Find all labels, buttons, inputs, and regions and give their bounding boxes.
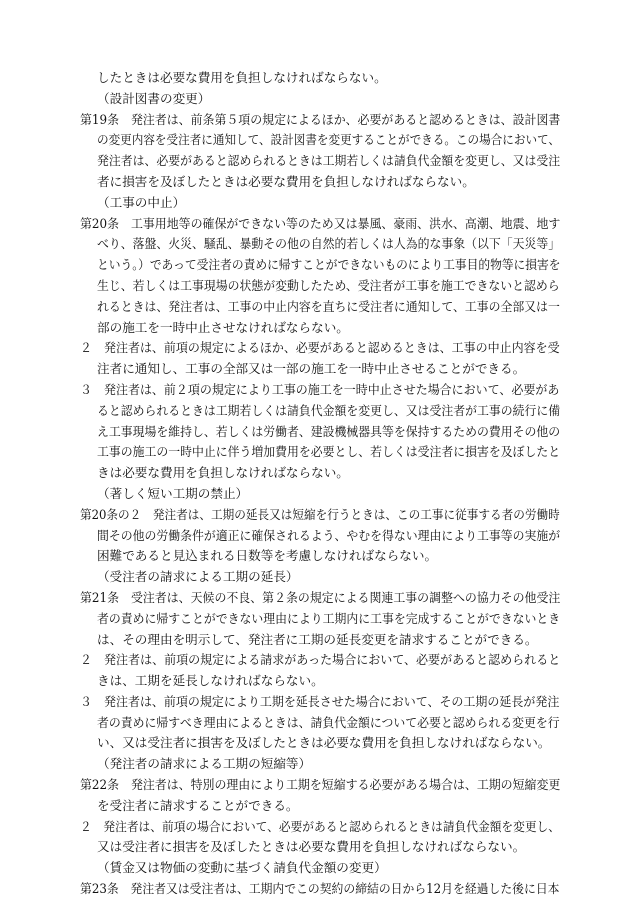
article-line: 第19条 発注者は、前条第５項の規定によるほか、必要があると認めるときは、設計図書 — [80, 111, 561, 127]
text-line: は、その理由を明示して、発注者に工期の延長変更を請求することができる。 — [97, 631, 538, 647]
text-line: 者に損害を及ぼしたときは必要な費用を負担しなければならない。 — [97, 174, 475, 189]
paragraph-line: ２ 発注者は、前項の規定によるほか、必要があると認めるときは、工事の中止内容を受 — [80, 340, 560, 356]
text-line: 工事の施工の一時中止に伴う増加費用を必要とし、若しくは受注者に損害を及ぼしたと — [97, 444, 561, 460]
article-line: 第22条 発注者は、特別の理由により工期を短縮する必要がある場合は、工期の短縮変更 — [80, 777, 561, 792]
text-line: 生じ、若しくは工事現場の状態が変動したため、受注者が工事を施工できないと認めら — [97, 277, 560, 293]
text-line: れるときは、発注者は、工事の中止内容を直ちに受注者に通知して、工事の全部又は一 — [97, 298, 560, 314]
text-line: 発注者は、必要があると認められるときは工期若しくは請負代金額を変更し、又は受注 — [97, 153, 561, 169]
text-line: 注者に通知し、工事の全部又は一部の施工を一時中止させることができる。 — [97, 361, 526, 377]
paragraph-line: ２ 発注者は、前項の規定による請求があった場合において、必要があると認められると — [80, 652, 561, 668]
article-line: 第23条 発注者又は受注者は、工期内でこの契約の締結の日から12月を経過した後に日本 — [80, 881, 560, 896]
text-line: という。）であって受注者の責めに帰すことができないものにより工事目的物等に損害を — [97, 257, 561, 273]
text-line: きは、工期を延長しなければならない。 — [97, 673, 324, 689]
paragraph-line: ３ 発注者は、前項の規定により工期を延長させた場合において、その工期の延長が発注 — [80, 693, 560, 709]
text-line: 間その他の労働条件が適正に確保されるよう、やむを得ない理由により工事等の実施が — [97, 527, 561, 543]
section-heading: （著しく短い工期の禁止） — [97, 485, 249, 501]
paragraph-line: ３ 発注者は、前２項の規定により工事の施工を一時中止させた場合において、必要があ — [80, 381, 560, 397]
article-line: 第21条 受注者は、天候の不良、第２条の規定による関連工事の調整への協力その他受注 — [80, 589, 561, 605]
section-heading: （設計図書の変更） — [97, 90, 211, 106]
text-line: 困難であると見込まれる日数等を考慮しなければならない。 — [97, 548, 438, 564]
text-line: 部の施工を一時中止させなければならない。 — [97, 319, 349, 335]
text-line: を受注者に請求することができる。 — [97, 797, 299, 813]
section-heading: （賃金又は物価の変動に基づく請負代金額の変更） — [97, 860, 387, 876]
text-line: したときは必要な費用を負担しなければならない。 — [97, 70, 387, 85]
text-line: べり、落盤、火災、騒乱、暴動その他の自然的若しくは人為的な事象（以下「天災等」 — [97, 236, 561, 252]
article-line: 第20条の２ 発注者は、工期の延長又は短縮を行うときは、この工事に従事する者の労働時 — [80, 506, 560, 522]
text-line: ると認められるときは工期若しくは請負代金額を変更し、又は受注者が工事の続行に備 — [97, 402, 561, 418]
article-line: 第20条 工事用地等の確保ができない等のため又は暴風、豪雨、洪水、高潮、地震、地す — [80, 215, 561, 231]
section-heading: （発注者の請求による工期の短縮等） — [97, 756, 312, 772]
text-line: 者の責めに帰すべき理由によるときは、請負代金額について必要と認められる変更を行 — [97, 714, 560, 730]
section-heading: （工事の中止） — [97, 194, 186, 210]
text-line: い、又は受注者に損害を及ぼしたときは必要な費用を負担しなければならない。 — [97, 735, 551, 751]
text-line: 又は受注者に損害を及ぼしたときは必要な費用を負担しなければならない。 — [97, 839, 526, 855]
text-line: 者の責めに帰すことができない理由により工期内に工事を完成することができないとき — [97, 610, 561, 626]
section-heading: （受注者の請求による工期の延長） — [97, 569, 299, 585]
text-line: きは必要な費用を負担しなければならない。 — [97, 465, 349, 481]
paragraph-line: ２ 発注者は、前項の場合において、必要があると認められるときは請負代金額を変更し、 — [80, 818, 560, 834]
text-line: え工事現場を維持し、若しくは労働者、建設機械器具等を保持するための費用その他の — [97, 423, 561, 439]
text-line: の変更内容を受注者に通知して、設計図書を変更することができる。この場合において、 — [97, 132, 560, 148]
